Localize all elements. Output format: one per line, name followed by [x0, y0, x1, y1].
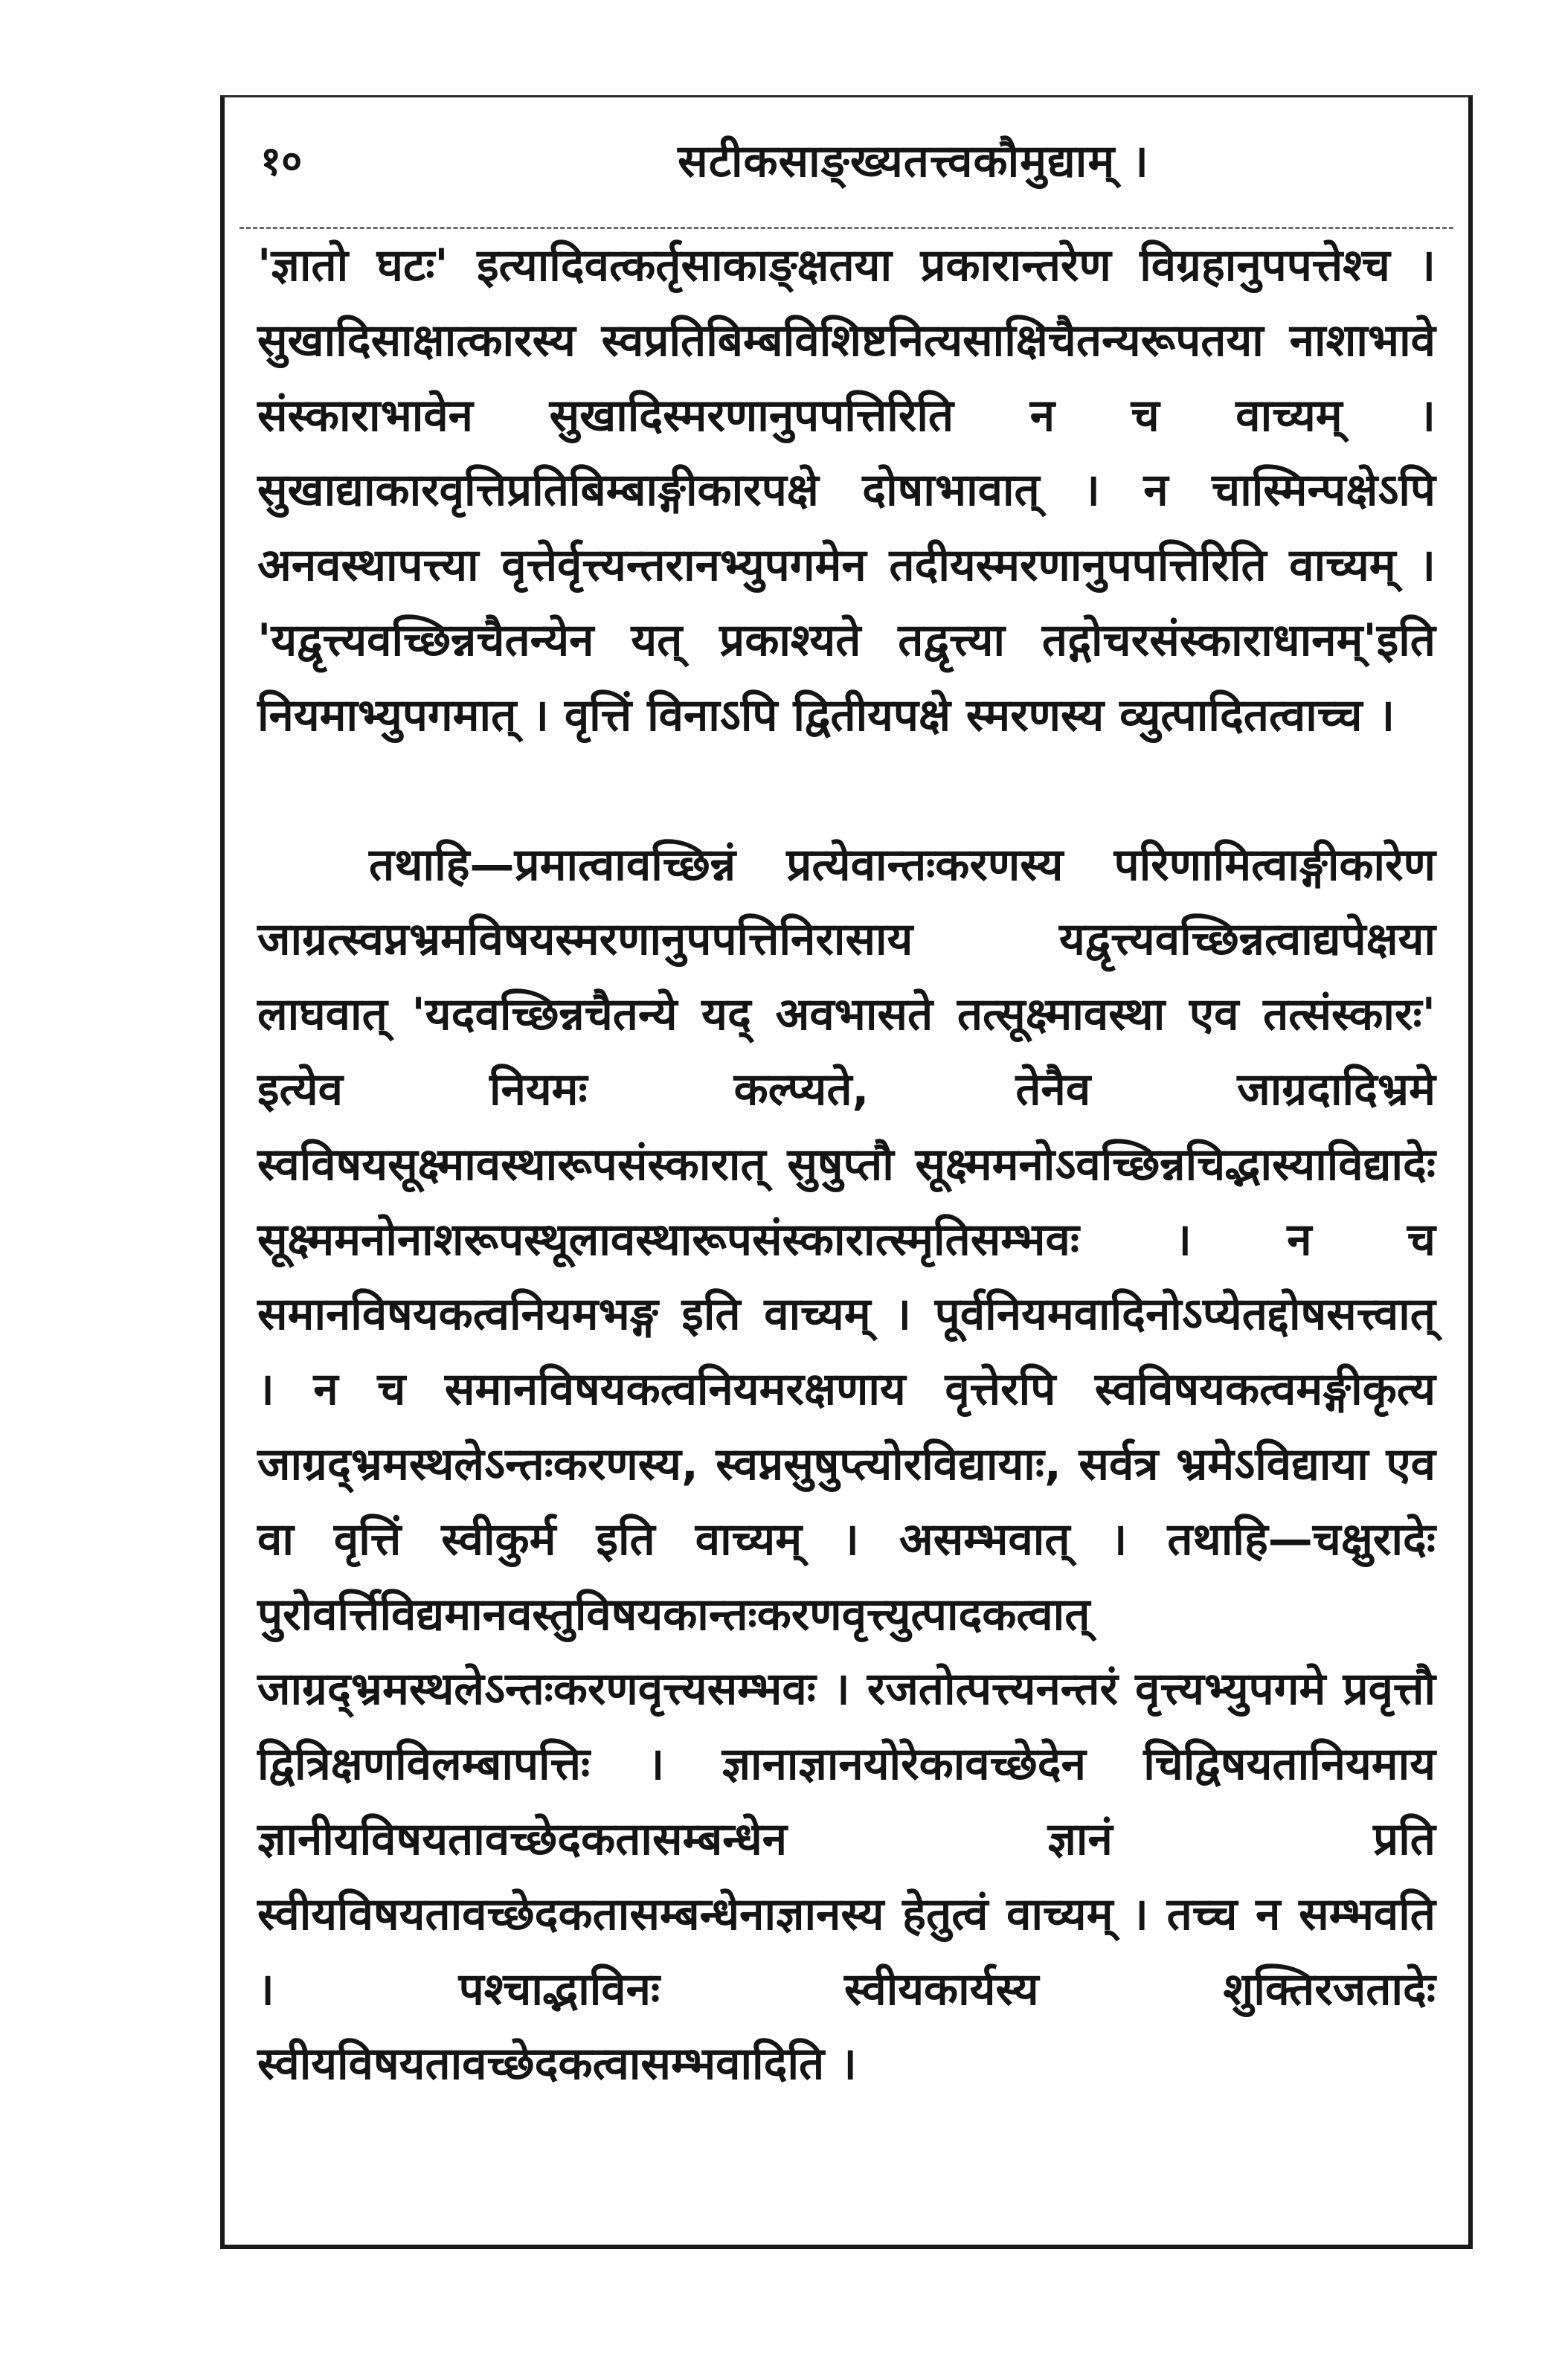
running-head	[225, 123, 1468, 212]
page-number: १०	[260, 138, 303, 184]
running-title: सटीकसाङ्ख्यतत्त्वकौमुद्याम् ।	[678, 135, 1149, 187]
body-text	[257, 228, 1436, 2102]
paragraph-2: तथाहि—प्रमात्वावच्छिन्नं प्रत्येवान्तःकरणस्य परिणामित्वाङ्गीकारेण जाग्रत्स्वप्नभ्रमविषयस्मरणानुपपत्तिनिरासाय यद्वृत्त्यवच्छिन्नत्वाद्यपेक्षया लाघवात् 'यदवच्छिन्नचैतन्ये यद् अवभासते तत्सूक्ष्मावस्था एव तत्संस्कारः' इत्येव नियमः कल्प्यते, तेनैव जाग्रदादिभ्रमे स्वविषयसूक्ष्मावस्थारूपसंस्कारात् सुषुप्तौ सूक्ष्ममनोऽवच्छिन्नचिद्भास्याविद्यादेः सूक्ष्ममनोनाशरूपस्थूलावस्थारूपसंस्कारात्स्मृतिसम्भवः । न च समानविषयकत्वनियमभङ्ग इति वाच्यम् । पूर्वनियमवादिनोऽप्येतद्दोषसत्त्वात् । न च समानविषयकत्वनियमरक्षणाय वृत्तेरपि स्वविषयकत्वमङ्गीकृत्य जाग्रद्भ्रमस्थलेऽन्तःकरणस्य, स्वप्नसुषुप्त्योरविद्यायाः, सर्वत्र भ्रमेऽविद्याया एव वा वृत्तिं स्वीकुर्म इति वाच्यम् । असम्भवात् । तथाहि—चक्षुरादेः पुरोवर्त्तिविद्यमानवस्तुविषयकान्तःकरणवृत्त्युत्पादकत्वात् जाग्रद्भ्रमस्थलेऽन्तःकरणवृत्त्यसम्भवः । रजतोत्पत्त्यनन्तरं वृत्त्यभ्युपगमे प्रवृत्तौ द्वित्रिक्षणविलम्बापत्तिः । ज्ञानाज्ञानयोरेकावच्छेदेन चिद्विषयतानियमाय ज्ञानीयविषयतावच्छेदकतासम्बन्धेन ज्ञानं प्रति स्वीयविषयतावच्छेदकतासम्बन्धेनाज्ञानस्य हेतुत्वं वाच्यम् । तच्च न सम्भवति । पश्चाद्भाविनः स्वीयकार्यस्य शुक्तिरजतादेः स्वीयविषयतावच्छेदकत्वासम्भवादिति ।	[257, 838, 1436, 2091]
page-frame	[220, 95, 1473, 2249]
paragraph-1: 'ज्ञातो घटः' इत्यादिवत्कर्तृसाकाङ्क्षतया प्रकारान्तरेण विग्रहानुपपत्तेश्च । सुखादिसाक्षात्कारस्य स्वप्रतिबिम्बविशिष्टनित्यसाक्षिचैतन्यरूपतया नाशाभावे संस्काराभावेन सुखादिस्मरणानुपपत्तिरिति न च वाच्यम् । सुखाद्याकारवृत्तिप्रतिबिम्बाङ्गीकारपक्षे दोषाभावात् । न चास्मिन्पक्षेऽपि अनवस्थापत्त्या वृत्तेर्वृत्त्यन्तरानभ्युपगमेन तदीयस्मरणानुपपत्तिरिति वाच्यम् । 'यद्वृत्त्यवच्छिन्नचैतन्येन यत् प्रकाश्यते तद्वृत्त्या तद्गोचरसंस्काराधानम्'इति नियमाभ्युपगमात् । वृत्तिं विनाऽपि द्वितीयपक्षे स्मरणस्य व्युत्पादितत्वाच्च ।	[257, 239, 1436, 742]
